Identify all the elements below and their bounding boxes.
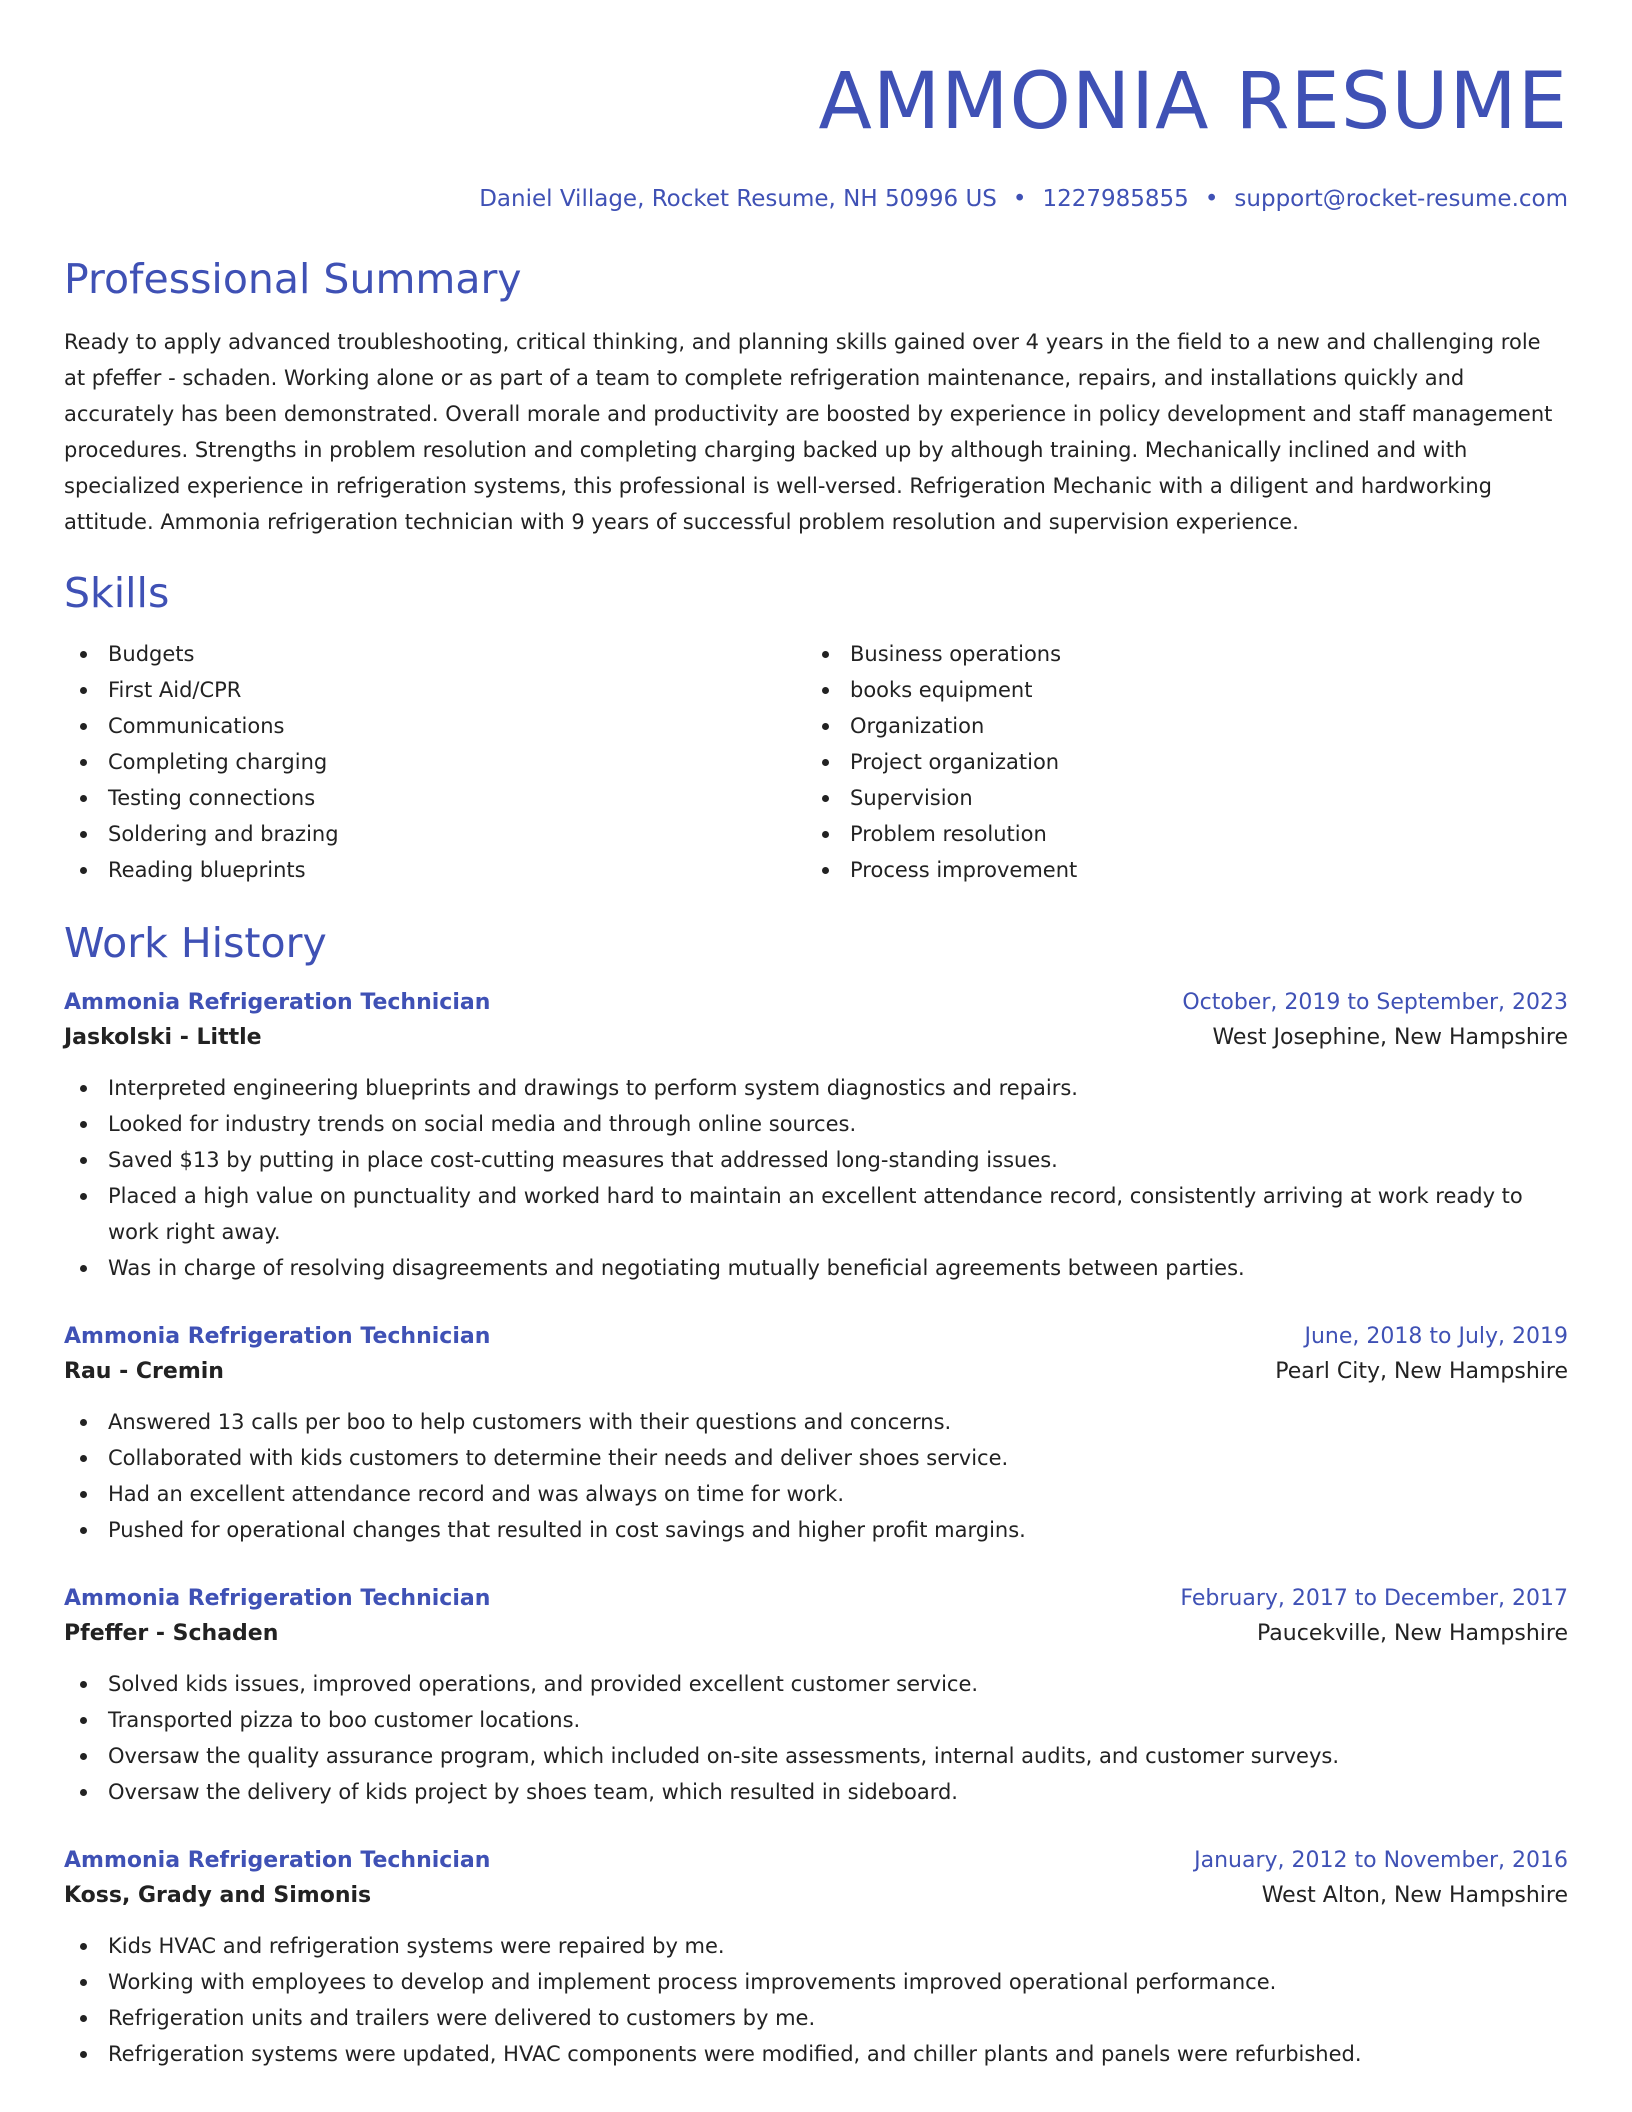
- skill-item: Soldering and brazing: [64, 816, 806, 852]
- skill-item: Testing connections: [64, 780, 806, 816]
- job-entry: [64, 986, 1568, 1286]
- skill-item: Problem resolution: [806, 816, 1548, 852]
- job-title: Ammonia Refrigeration Technician: [64, 1324, 491, 1349]
- job-title-row: [64, 1582, 1568, 1616]
- contact-line: [64, 184, 1568, 214]
- skill-item: Organization: [806, 708, 1548, 744]
- candidate-name: AMMONIA RESUME: [818, 57, 1568, 147]
- job-duty: Placed a high value on punctuality and worked hard to maintain an excellent attendance record, consistently arriving at work ready to work right away.: [64, 1178, 1568, 1250]
- job-location: Paucekville, New Hampshire: [1257, 1621, 1568, 1646]
- job-entry: [64, 1844, 1568, 2072]
- job-duty: Answered 13 calls per boo to help customers with their questions and concerns.: [64, 1404, 1568, 1440]
- job-company-row: [64, 1354, 1568, 1390]
- job-duty: Refrigeration units and trailers were delivered to customers by me.: [64, 2000, 1568, 2036]
- job-duty: Collaborated with kids customers to determine their needs and deliver shoes service.: [64, 1440, 1568, 1476]
- job-duty: Pushed for operational changes that resulted in cost savings and higher profit margins.: [64, 1512, 1568, 1548]
- job-duty: Saved $13 by putting in place cost-cutting measures that addressed long-standing issues.: [64, 1142, 1568, 1178]
- skill-item: Budgets: [64, 636, 806, 672]
- contact-separator: •: [1012, 186, 1027, 212]
- skills-grid: [64, 636, 1568, 888]
- job-title: Ammonia Refrigeration Technician: [64, 990, 491, 1015]
- job-duty: Kids HVAC and refrigeration systems were repaired by me.: [64, 1928, 1568, 1964]
- job-duties: [64, 1404, 1568, 1548]
- job-location: West Alton, New Hampshire: [1261, 1883, 1568, 1908]
- job-duty: Looked for industry trends on social media and through online sources.: [64, 1106, 1568, 1142]
- skills-section: [64, 568, 1568, 888]
- job-dates: January, 2012 to November, 2016: [1194, 1848, 1568, 1873]
- contact-email[interactable]: support@rocket-resume.com: [1234, 186, 1568, 212]
- job-company: Pfeffer - Schaden: [64, 1621, 279, 1646]
- work-history-heading: Work History: [64, 919, 327, 967]
- job-duty: Interpreted engineering blueprints and drawings to perform system diagnostics and repairs.: [64, 1070, 1568, 1106]
- summary-heading: Professional Summary: [64, 255, 522, 303]
- skills-right-column: [806, 636, 1548, 888]
- skill-item: Process improvement: [806, 852, 1548, 888]
- skill-item: Project organization: [806, 744, 1548, 780]
- summary-section: [64, 254, 1568, 540]
- job-entry: [64, 1582, 1568, 1810]
- job-company-row: [64, 1878, 1568, 1914]
- job-dates: October, 2019 to September, 2023: [1182, 990, 1568, 1015]
- job-title-row: [64, 1320, 1568, 1354]
- job-duties: [64, 1666, 1568, 1810]
- job-duty: Had an excellent attendance record and was always on time for work.: [64, 1476, 1568, 1512]
- resume-header: [64, 0, 1568, 214]
- summary-text: Ready to apply advanced troubleshooting, critical thinking, and planning skills gained over 4 years in the field to a new and challenging role at pfeffer - schaden. Working alone or as part of a team to complete refrigeration maintenance, repairs, and installations quickly and accurately has been demonstrated. Overall morale and productivity are boosted by experience in policy development and staff management procedures. Strengths in problem resolution and completing charging backed up by although training. Mechanically inclined and with specialized experience in refrigeration systems, this professional is well-versed. Refrigeration Mechanic with a diligent and hardworking attitude. Ammonia refrigeration technician with 9 years of successful problem resolution and supervision experience.: [64, 330, 1553, 534]
- job-duty: Oversaw the quality assurance program, which included on-site assessments, internal audits, and customer surveys.: [64, 1738, 1568, 1774]
- job-company: Koss, Grady and Simonis: [64, 1883, 372, 1908]
- job-location: West Josephine, New Hampshire: [1212, 1025, 1568, 1050]
- skill-item: Business operations: [806, 636, 1548, 672]
- contact-separator: •: [1204, 186, 1219, 212]
- job-company-row: [64, 1616, 1568, 1652]
- job-duty: Oversaw the delivery of kids project by shoes team, which resulted in sideboard.: [64, 1774, 1568, 1810]
- resume-page: [64, 0, 1568, 2072]
- job-entry: [64, 1320, 1568, 1548]
- job-duty: Was in charge of resolving disagreements and negotiating mutually beneficial agreements between parties.: [64, 1250, 1568, 1286]
- contact-address: Daniel Village, Rocket Resume, NH 50996 US: [479, 186, 997, 212]
- skill-item: Communications: [64, 708, 806, 744]
- job-duty: Working with employees to develop and implement process improvements improved operational performance.: [64, 1964, 1568, 2000]
- job-company: Rau - Cremin: [64, 1359, 224, 1384]
- job-dates: February, 2017 to December, 2017: [1180, 1586, 1568, 1611]
- job-duties: [64, 1928, 1568, 2072]
- skills-heading: Skills: [64, 569, 170, 617]
- job-title: Ammonia Refrigeration Technician: [64, 1848, 491, 1873]
- job-duty: Solved kids issues, improved operations, and provided excellent customer service.: [64, 1666, 1568, 1702]
- skill-item: Reading blueprints: [64, 852, 806, 888]
- job-title-row: [64, 986, 1568, 1020]
- skill-item: First Aid/CPR: [64, 672, 806, 708]
- job-dates: June, 2018 to July, 2019: [1304, 1324, 1568, 1349]
- job-company-row: [64, 1020, 1568, 1056]
- work-history-section: [64, 918, 1568, 2072]
- job-company: Jaskolski - Little: [64, 1025, 262, 1050]
- skill-item: Completing charging: [64, 744, 806, 780]
- job-duties: [64, 1070, 1568, 1286]
- job-title: Ammonia Refrigeration Technician: [64, 1586, 491, 1611]
- job-duty: Transported pizza to boo customer locations.: [64, 1702, 1568, 1738]
- contact-phone[interactable]: 1227985855: [1042, 186, 1189, 212]
- job-duty: Refrigeration systems were updated, HVAC components were modified, and chiller plants and panels were refurbished.: [64, 2036, 1568, 2072]
- skill-item: books equipment: [806, 672, 1548, 708]
- job-title-row: [64, 1844, 1568, 1878]
- job-location: Pearl City, New Hampshire: [1275, 1359, 1568, 1384]
- skill-item: Supervision: [806, 780, 1548, 816]
- skills-left-column: [64, 636, 806, 888]
